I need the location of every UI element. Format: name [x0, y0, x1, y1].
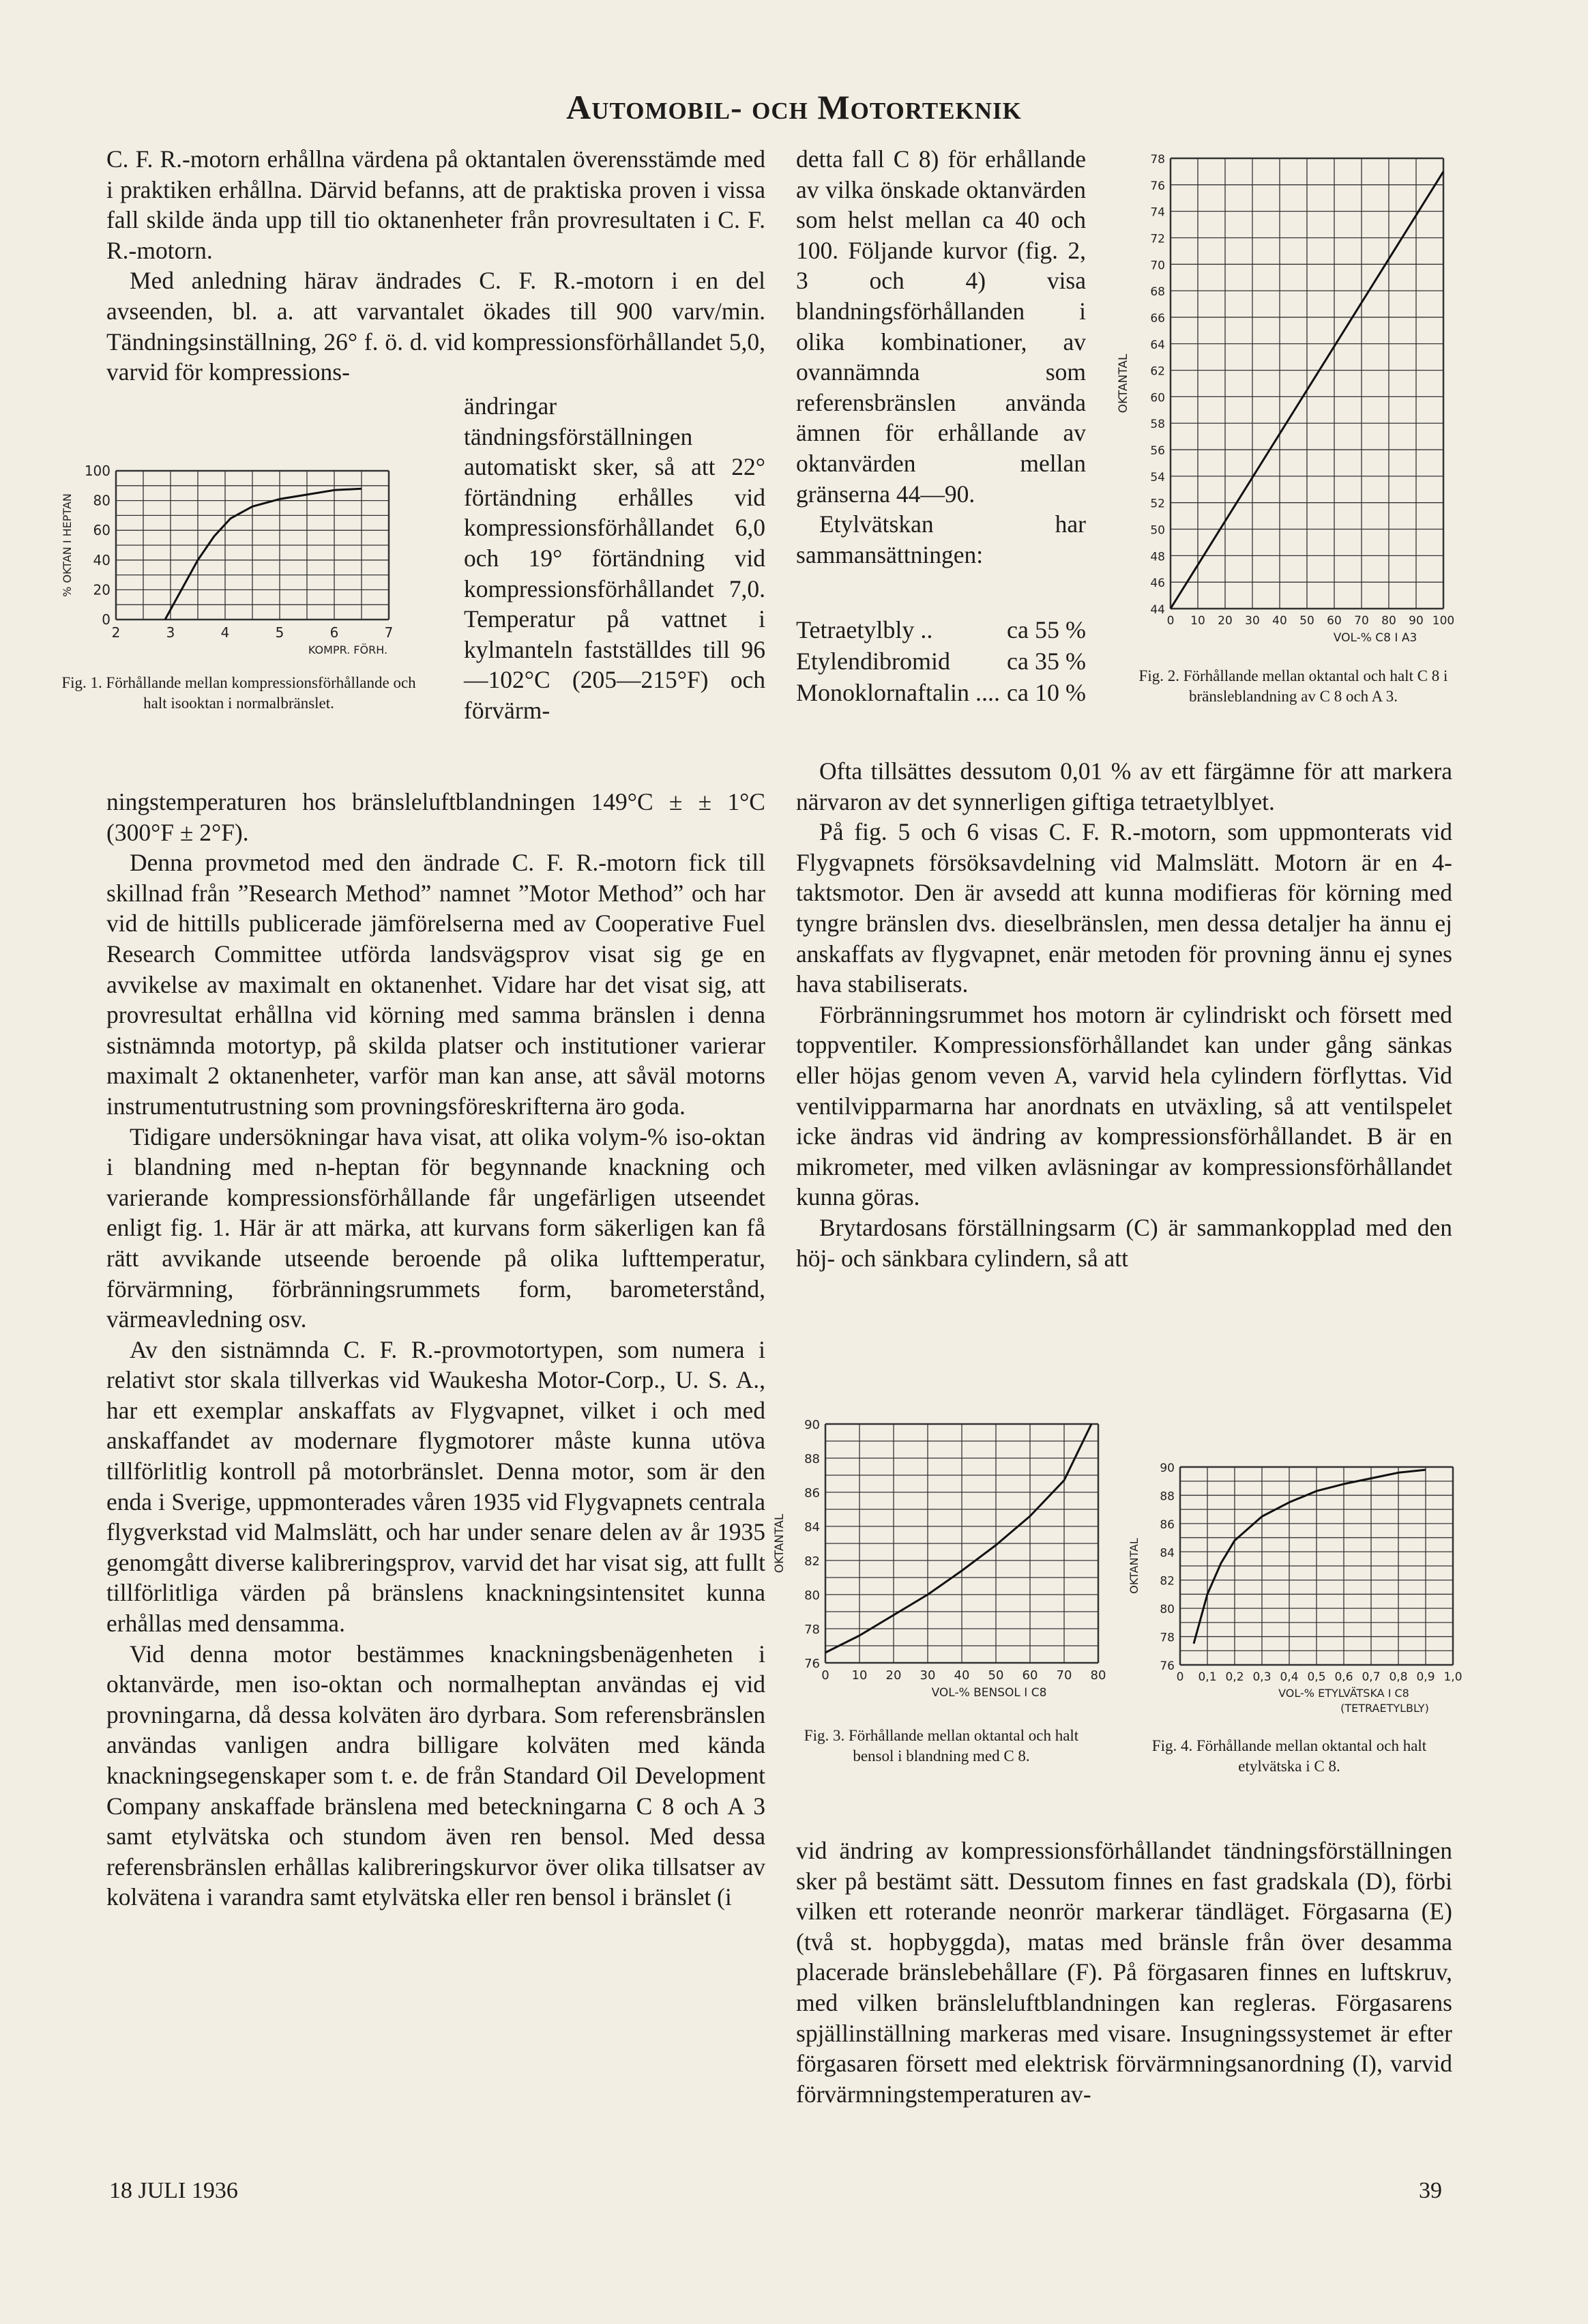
paragraph: Ofta tillsättes dessutom 0,01 % av ett färgämne för att markera närvaron av det synnerligen giftiga tetraetylblyet. — [796, 757, 1452, 815]
y-tick-label: 70 — [1150, 259, 1165, 273]
paragraph: vid ändring av kompressionsförhållandet tändningsförställningen sker på bestämt sätt. Dessutom finnes en fast gradskala (D), förbi vilken ett roterande neonrör markerar tändläget. Förgasarna (E) (två st. hopbyggda), matas med bränsle från över desamma placerade bränslebehållare (F). På förgasaren finnes en luftskruv, med vilken bränsleluftblandningen kan regleras. Förgasarens spjällinställning markeras med visare. Insugningssystemet är efter förgasaren försett med elektrisk förvärmningsanordning (I), varvid förvärmningstemperaturen av- — [796, 1837, 1452, 2108]
y-tick-label: 20 — [93, 581, 111, 598]
x-tick-label: 80 — [1090, 1668, 1106, 1683]
y-tick-label: 88 — [1160, 1490, 1175, 1504]
right-column-bottom — [796, 1835, 1452, 2109]
data-series-line — [1194, 1470, 1426, 1644]
figure-1-chart — [55, 461, 423, 666]
y-tick-label: 82 — [1160, 1574, 1175, 1588]
paragraph: C. F. R.-motorn erhållna värdena på oktantalen överensstämde med i praktiken erhållna. Därvid befanns, att de praktiska proven i vissa fall skilde ända upp till tio oktanenheter från provresultaten i C. F. R.-motorn. — [106, 145, 765, 264]
x-tick-label: 50 — [988, 1668, 1004, 1683]
mixture-row — [796, 614, 1086, 645]
x-tick-label: 80 — [1381, 614, 1396, 628]
y-tick-label: 100 — [84, 463, 111, 479]
x-tick-label: 3 — [166, 624, 175, 641]
wrap-text-right — [796, 144, 1086, 570]
x-tick-label: 0,7 — [1362, 1670, 1381, 1684]
y-tick-label: 76 — [1160, 1659, 1175, 1673]
x-tick-label: 1,0 — [1443, 1670, 1462, 1684]
y-tick-label: 46 — [1150, 577, 1165, 591]
y-tick-label: 56 — [1150, 444, 1165, 459]
x-tick-label: 0,5 — [1307, 1670, 1326, 1684]
figure-2-caption: Fig. 2. Förhållande mellan oktantal och halt C 8 i bränsleblandning av C 8 och A 3. — [1138, 667, 1448, 705]
x-tick-label: 0,9 — [1416, 1670, 1435, 1684]
y-tick-label: 84 — [804, 1520, 820, 1535]
x-tick-label: 40 — [1272, 614, 1287, 628]
paragraph: ningstemperaturen hos bränsleluftblandningen 149°C ± ± 1°C (300°F ± 2°F). — [106, 788, 765, 846]
mixture-name: Tetraetylbly — [796, 616, 915, 643]
x-tick-label: 100 — [1432, 614, 1455, 628]
page-header: Automobil- och Motorteknik — [566, 88, 1022, 126]
paragraph: Förbränningsrummet hos motorn är cylindriskt och försett med toppventiler. Kompressionsförhållandet kan under gång sänkas eller höjas genom veven A, varvid hela cylindern förflyttas. Vid ventilvipparmarna har anordnats en utväxling, så att ventilspelet icke ändras vid ändring av kompressionsförhållandet. B är en mikrometer, med vilken avläsningar av kompressionsförhållandet kunna göras. — [796, 1000, 1452, 1211]
y-tick-label: 74 — [1150, 205, 1165, 220]
y-tick-label: 44 — [1150, 603, 1165, 617]
y-axis-label: OKTANTAL — [773, 1513, 786, 1573]
x-tick-label: 0 — [821, 1668, 829, 1683]
y-tick-label: 40 — [93, 551, 111, 568]
wrap-text-left — [464, 391, 765, 726]
figure-1 — [55, 461, 423, 748]
x-tick-label: 20 — [1218, 614, 1233, 628]
x-tick-label: 60 — [1327, 614, 1342, 628]
x-tick-label: 0 — [1166, 614, 1175, 628]
figure-4-chart — [1119, 1460, 1487, 1733]
paragraph: ändringar tändningsförställningen automatiskt sker, så att 22° förtändning erhålles vid kompressionsförhållandet 6,0 och 19° förtändning vid kompressionsförhållandet 7,0. Temperatur på vattnet i kylmanteln fastställdes till 96—102°C (205—215°F) och förvärm- — [464, 392, 765, 724]
paragraph: Etylvätskan har sammansättningen: — [796, 510, 1086, 568]
y-tick-label: 68 — [1150, 285, 1165, 300]
y-tick-label: 90 — [804, 1418, 820, 1432]
x-axis-label: VOL-% BENSOL I C8 — [931, 1686, 1047, 1700]
x-tick-label: 60 — [1022, 1668, 1038, 1683]
figure-2 — [1116, 151, 1471, 752]
figure-2-chart — [1116, 151, 1471, 656]
y-tick-label: 0 — [102, 611, 111, 628]
figure-3-caption: Fig. 3. Förhållande mellan oktantal och halt bensol i blandning med C 8. — [804, 1727, 1079, 1764]
y-tick-label: 54 — [1150, 470, 1165, 484]
mixture-table — [796, 614, 1086, 708]
paragraph: Denna provmetod med den ändrade C. F. R.-motorn fick till skillnad från ”Research Method” namnet ”Motor Method” och har vid de hittills publicerade jämförelserna med av Cooperative Fuel Research Committee utförda landsvägsprov visat sig ge en avvikelse av maximalt en oktanenhet. Vidare har det visat sig, att provresultat erhållna vid körning med samma bränslen i denna sistnämnda motortyp, på skilda platser och institutioner varierar maximalt 2 oktanenheter, varför man kan anse, att såväl motorns instrumentutrustning som provningsföreskrifterna äro goda. — [106, 849, 765, 1120]
paragraph: Vid denna motor bestämmes knackningsbenägenheten i oktanvärde, men iso-oktan och normalheptan användas ej vid provningarna, då dessa kolväten äro dyrbara. Som referensbränslen användas vanligen andra billigare kolväten med kända knackningsegenskaper som t. e. de från Standard Oil Development Company anskaffade bränslena med beteckningarna C 8 och A 3 samt etylvätska och stundom även ren bensol. Med dessa referensbränslen erhållas kalibreringskurvor över olika tillsatser av kolvätena i varandra samt etylvätska eller ren bensol i bränslet (i — [106, 1640, 765, 1911]
left-column — [106, 144, 765, 388]
x-tick-label: 0,8 — [1389, 1670, 1408, 1684]
y-tick-label: 52 — [1150, 497, 1165, 511]
mixture-value: ca 35 % — [1007, 648, 1086, 675]
mixture-dots: .... — [975, 679, 1000, 706]
x-axis-label: KOMPR. FÖRH. — [308, 643, 388, 656]
y-tick-label: 90 — [1160, 1462, 1175, 1475]
x-tick-label: 20 — [885, 1668, 902, 1683]
y-tick-label: 78 — [804, 1623, 820, 1637]
x-tick-label: 30 — [1245, 614, 1260, 628]
right-column-mid — [796, 756, 1452, 1273]
y-tick-label: 66 — [1150, 311, 1165, 325]
figure-4 — [1119, 1460, 1487, 1801]
page-number: 39 — [1419, 2178, 1442, 2203]
paragraph: Brytardosans förställningsarm (C) är sammankopplad med den höj- och sänkbara cylindern, så att — [796, 1213, 1452, 1272]
x-tick-label: 90 — [1409, 614, 1424, 628]
y-tick-label: 50 — [1150, 523, 1165, 538]
y-axis-label: OKTANTAL — [1117, 353, 1130, 413]
x-tick-label: 40 — [954, 1668, 970, 1683]
x-tick-label: 70 — [1056, 1668, 1072, 1683]
y-axis-label: % OKTAN I HEPTAN — [61, 493, 74, 597]
x-tick-label: 50 — [1299, 614, 1314, 628]
y-tick-label: 86 — [1160, 1517, 1175, 1532]
y-tick-label: 60 — [93, 522, 111, 539]
y-tick-label: 86 — [804, 1486, 820, 1500]
x-tick-label: 0,4 — [1280, 1670, 1299, 1684]
x-tick-label: 10 — [851, 1668, 868, 1683]
y-tick-label: 58 — [1150, 418, 1165, 432]
x-tick-label: 2 — [111, 624, 121, 641]
data-series-line — [165, 489, 362, 620]
x-tick-label: 4 — [220, 624, 230, 641]
x-tick-label: 0,6 — [1334, 1670, 1353, 1684]
y-tick-label: 72 — [1150, 232, 1165, 246]
left-column-lower — [106, 787, 765, 1913]
y-axis-label: OKTANTAL — [1128, 1538, 1141, 1594]
paragraph: På fig. 5 och 6 visas C. F. R.-motorn, som uppmonterats vid Flygvapnets försöksavdelning vid Malmslätt. Motorn är en 4-taktsmotor. Den är avsedd att kunna modifieras för körning med tyngre bränslen dvs. dieselbränslen, men dessa detaljer ha ännu ej anskaffats av flygvapnet, enär metoden för provning ännu ej synes hava stabiliserats. — [796, 818, 1452, 998]
figure-3-chart — [764, 1416, 1132, 1723]
y-tick-label: 82 — [804, 1554, 820, 1569]
paragraph: Tidigare undersökningar hava visat, att olika volym-% iso-oktan i blandning med n-heptan för begynnande knackning och varierande kompressionsförhållande får ungefärligen utseendet enligt fig. 1. Här är att märka, att kurvans form säkerligen kan få rätt avvikande utseende beroende på olika lufttemperatur, förvärmning, förbränningsrummets form, barometerstånd, värmeavledning osv. — [106, 1122, 765, 1333]
y-tick-label: 62 — [1150, 364, 1165, 379]
y-tick-label: 76 — [804, 1657, 820, 1671]
mixture-dots: .. — [920, 616, 933, 643]
paragraph: Av den sistnämnda C. F. R.-provmotortypen, som numera i relativt stor skala tillverkas vid Waukesha Motor-Corp., U. S. A., har ett exemplar anskaffats av Flygvapnet, vilket i och med anskaffandet av modernare flygmotorer måste kunna utöva tillförlitlig kontroll på motorbränslet. Denna motor, som är den enda i Sverige, uppmonterades våren 1935 vid Flygvapnets centrala flygverkstad vid Malmslätt, och har under senare delen av år 1935 genomgått diverse kalibreringsprov, varvid det har visat sig, att fullt tillförlitliga värden på bränslens knackningsintensitet kunna erhållas med densamma. — [106, 1335, 765, 1638]
x-axis-label-2: (TETRAETYLBLY) — [1340, 1702, 1429, 1715]
x-tick-label: 30 — [920, 1668, 936, 1683]
y-tick-label: 64 — [1150, 338, 1165, 352]
y-tick-label: 78 — [1160, 1631, 1175, 1645]
y-tick-label: 88 — [804, 1452, 820, 1466]
y-tick-label: 78 — [1150, 153, 1165, 166]
paragraph: Med anledning härav ändrades C. F. R.-motorn i en del avseenden, bl. a. att varvantalet ökades till 900 varv/min. Tändningsinställning, 26° f. ö. d. vid kompressionsförhållandet 5,0, varvid för kompressions- — [106, 267, 765, 386]
paragraph: detta fall C 8) för erhållande av vilka önskade oktanvärden som helst mellan ca 40 och 100. Följande kurvor (fig. 2, 3 och 4) visa blandningsförhållanden i olika kombinationer, av ovannämnda som referensbränslen använda ämnen för erhållande av oktanvärden mellan gränserna 44—90. — [796, 145, 1086, 508]
x-tick-label: 0,1 — [1198, 1670, 1217, 1684]
mixture-name: Monoklornaftalin — [796, 679, 969, 706]
mixture-value: ca 55 % — [1007, 616, 1086, 643]
x-tick-label: 0 — [1176, 1670, 1184, 1684]
y-tick-label: 60 — [1150, 391, 1165, 405]
x-tick-label: 6 — [329, 624, 339, 641]
figure-3 — [764, 1416, 1132, 1798]
x-tick-label: 5 — [275, 624, 284, 641]
y-tick-label: 76 — [1150, 179, 1165, 193]
x-tick-label: 70 — [1354, 614, 1369, 628]
x-tick-label: 10 — [1190, 614, 1205, 628]
mixture-row — [796, 677, 1086, 708]
mixture-name: Etylendibromid — [796, 648, 950, 675]
x-axis-label: VOL-% C8 I A3 — [1333, 631, 1417, 645]
mixture-row — [796, 645, 1086, 677]
y-tick-label: 48 — [1150, 550, 1165, 564]
x-tick-label: 7 — [384, 624, 394, 641]
mixture-value: ca 10 % — [1007, 679, 1086, 706]
x-axis-label: VOL-% ETYLVÄTSKA I C8 — [1278, 1687, 1409, 1700]
y-tick-label: 80 — [1160, 1603, 1175, 1617]
figure-1-caption: Fig. 1. Förhållande mellan kompressionsförhållande och halt isooktan i normalbränslet. — [61, 674, 416, 712]
y-tick-label: 80 — [804, 1588, 820, 1603]
x-tick-label: 0,2 — [1225, 1670, 1244, 1684]
figure-4-caption: Fig. 4. Förhållande mellan oktantal och halt etylvätska i C 8. — [1151, 1737, 1427, 1775]
y-tick-label: 84 — [1160, 1546, 1175, 1560]
footer-date: 18 JULI 1936 — [109, 2178, 238, 2203]
x-tick-label: 0,3 — [1252, 1670, 1271, 1684]
y-tick-label: 80 — [93, 492, 111, 509]
